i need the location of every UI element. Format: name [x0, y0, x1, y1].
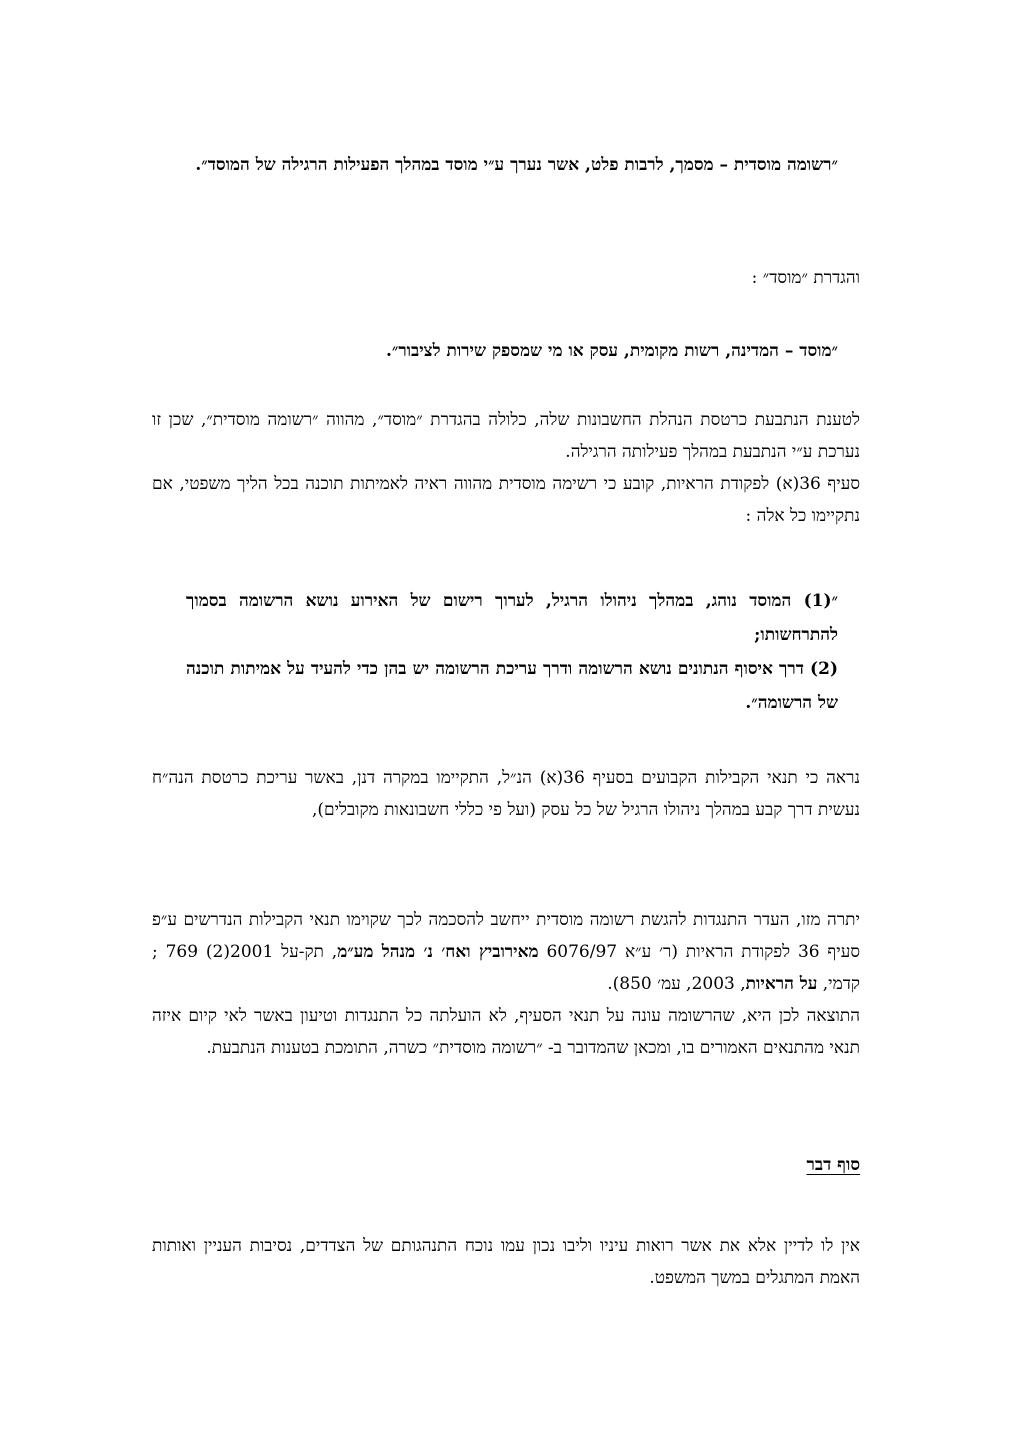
paragraph-moreover: [152, 904, 860, 1000]
paragraph-section-36: סעיף 36(א) לפקודת הראיות, קובע כי רשימה מוסדית מהווה ראיה לאמיתות תוכנה בכל הליך משפטי, אם נתקיימו כל אלה :: [152, 474, 860, 526]
quote-conditions: [186, 584, 838, 720]
paragraph-conditions-met: נראה כי תנאי הקבילות הקבועים בסעיף 36(א) הנ״ל, התקיימו במקרה דנן, באשר עריכת כרטסת הנה״ח נעשית דרך קבע במהלך ניהולו הרגיל של כל עסק (ועל פי כללי חשבונאות מקובלים),: [152, 768, 860, 820]
moreover-text-mid: , תק-על 2001(2) 769 ; קדמי,: [152, 942, 860, 994]
paragraph-final: אין לו לדיין אלא את אשר רואות עיניו וליבו נכון עמו נוכח התנהגותם של הצדדים, נסיבות העניין ואותות האמת המתגלים במשך המשפט.: [152, 1236, 860, 1288]
case-name: מאירוביץ ואח׳ נ׳ מנהל מע״מ: [337, 942, 539, 962]
quote-condition-2: (2) דרך איסוף הנתונים נושא הרשומה ודרך עריכת הרשומה יש בהן כדי להעיד על אמיתות תוכנה של הרשומה״.: [186, 659, 838, 713]
section-heading-conclusion: סוף דבר: [806, 1155, 860, 1175]
quote-condition-1: ״(1) המוסד נוהג, במהלך ניהולו הרגיל, לערוך רישום של האירוע נושא הרשומה בסמוך להתרחשותו;: [186, 591, 838, 645]
moreover-text-start: יתרה מזו, העדר התנגדות להגשת רשומה מוסדית ייחשב להסכמה לכך שקוימו תנאי הקבילות הנדרשים ע״פ סעיף 36 לפקודת הראיות (ר׳ ע״א 6076/97: [152, 910, 860, 962]
quote-institution-definition: ״מוסד – המדינה, רשות מקומית, עסק או מי שמספק שירות לציבור״.: [385, 341, 838, 361]
book-name: על הראיות: [745, 974, 818, 994]
paragraph-claim: לטענת הנתבעת כרטסת הנהלת החשבונות שלה, כלולה בהגדרת ״מוסד״, מהווה ״רשומה מוסדית״, שכן זו נערכת ע״י הנתבעת במהלך פעילותה הרגילה.: [152, 410, 860, 462]
paragraph-moreover-and-result: [152, 904, 860, 1064]
definition-intro: והגדרת ״מוסד״ :: [751, 268, 860, 288]
moreover-text-end: , 2003, עמ׳ 850).: [607, 974, 746, 994]
quote-record-definition: ״רשומה מוסדית – מסמך, לרבות פלט, אשר נערך ע״י מוסד במהלך הפעילות הרגילה של המוסד״.: [195, 155, 838, 175]
paragraph-result: התוצאה לכן היא, שהרשומה עונה על תנאי הסעיף, לא הועלתה כל התנגדות וטיעון באשר לאי קיום איזה תנאי מהתנאים האמורים בו, ומכאן שהמדובר ב- ״רשומה מוסדית״ כשרה, התומכת בטענות הנתבעת.: [152, 1006, 860, 1058]
paragraph-claim-and-section: [152, 404, 860, 532]
